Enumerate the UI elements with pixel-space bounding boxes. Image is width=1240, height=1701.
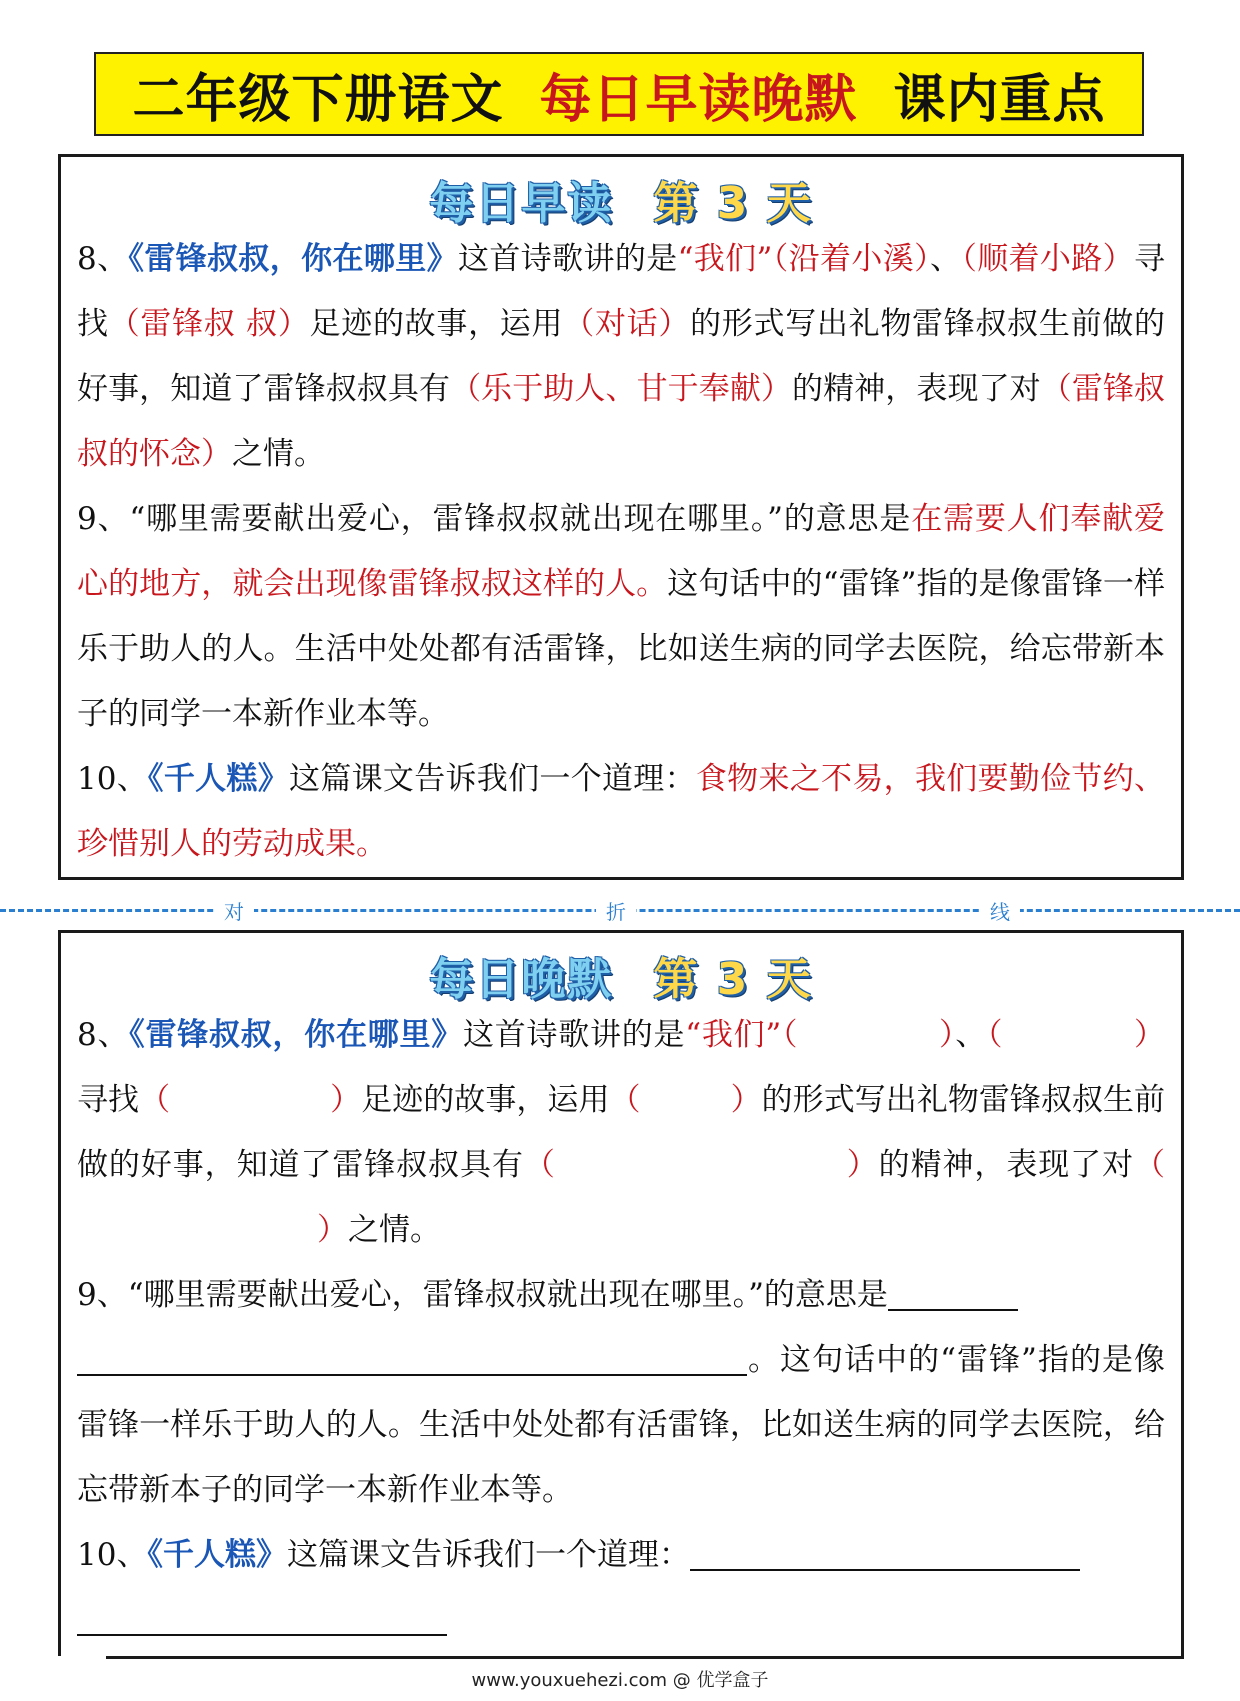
q8-answer-1: （沿着小溪） xyxy=(772,241,930,277)
e-q10-text-1: 这篇课文告诉我们一个道理： xyxy=(286,1537,690,1573)
e-q8-rparen-2: ） xyxy=(1133,1017,1166,1053)
q8-text-7: 之情。 xyxy=(232,436,325,472)
e-q8-lparen-5: （ xyxy=(523,1147,556,1183)
e-q8-rparen-1: ） xyxy=(938,1017,956,1053)
q9-number: 9、 xyxy=(77,501,130,537)
e-q8-rparen-3: ） xyxy=(330,1082,362,1118)
morning-q9 xyxy=(77,487,1165,747)
e-q8-rparen-5: ） xyxy=(845,1147,879,1183)
e-q8-text-1: 这首诗歌讲的是 xyxy=(463,1017,686,1053)
morning-day-label: 第 3 天 xyxy=(653,178,813,229)
e-q8-text-5: 的形式写出礼物雷锋叔叔生前做的好事，知道了雷锋叔叔具有 xyxy=(77,1082,1166,1183)
fold-char-2: 折 xyxy=(596,896,636,925)
e-q8-lparen-6: （ xyxy=(1134,1147,1166,1183)
morning-reading-panel xyxy=(58,154,1184,880)
title-banner xyxy=(94,52,1144,136)
evening-dictation-panel xyxy=(58,930,1184,1656)
q9-answer: 在需要人们奉献爱心的地方，就会出现像雷锋叔叔这样的人。 xyxy=(77,501,1165,602)
evening-body xyxy=(77,1003,1165,1653)
morning-body xyxy=(77,227,1165,877)
evening-heading-label: 每日晚默 xyxy=(429,954,614,1005)
q10-book-title: 《千人糕》 xyxy=(148,761,290,797)
q10-answer: 食物来之不易，我们要勤俭节约、珍惜别人的劳动成果。 xyxy=(77,761,1166,862)
title-grade: 二年级下册语文 xyxy=(132,69,504,130)
e-q10-blank-1[interactable] xyxy=(690,1533,1080,1571)
q9-quote: “哪里需要献出爱心，雷锋叔叔就出现在哪里。”的意思是 xyxy=(129,501,912,537)
e-q8-lparen-1: （ xyxy=(781,1017,799,1053)
evening-q10 xyxy=(77,1523,1165,1653)
e-q9-quote: “哪里需要献出爱心，雷锋叔叔就出现在哪里。”的意思是 xyxy=(127,1277,888,1313)
fold-char-1: 对 xyxy=(214,896,254,925)
e-q8-number: 8、 xyxy=(77,1017,130,1053)
morning-q8 xyxy=(77,227,1165,487)
e-q9-number: 9、 xyxy=(77,1277,128,1313)
q8-number: 8、 xyxy=(77,241,129,277)
q8-answer-4: （对话） xyxy=(563,306,691,342)
e-q9-blank-2[interactable] xyxy=(77,1338,747,1376)
q8-answer-3: （雷锋叔 叔） xyxy=(108,306,310,342)
q10-number: 10、 xyxy=(77,761,149,797)
e-q10-book-title: 《千人糕》 xyxy=(147,1537,287,1573)
e-q8-text-3: 寻找 xyxy=(77,1082,140,1118)
e-q8-text-4: 足迹的故事，运用 xyxy=(361,1082,610,1118)
q8-answer-6: （雷锋叔叔的怀念） xyxy=(77,371,1166,472)
fold-char-3: 线 xyxy=(980,896,1020,925)
title-routine: 每日早读晚默 xyxy=(539,69,858,130)
morning-heading xyxy=(61,167,1181,229)
e-q8-we: “我们” xyxy=(685,1017,782,1053)
q8-text-3: 寻找 xyxy=(77,241,1166,342)
evening-day-label: 第 3 天 xyxy=(653,954,813,1005)
e-q8-book-title: 《雷锋叔叔，你在哪里》 xyxy=(129,1017,464,1053)
q8-text-5: 的形式写出礼物雷锋叔叔生前做的好事，知道了雷锋叔叔具有 xyxy=(77,306,1166,407)
morning-heading-label: 每日早读 xyxy=(429,178,614,229)
q8-text-1: 这首诗歌讲的是 xyxy=(458,241,678,277)
q8-text-6: 的精神，表现了对 xyxy=(792,371,1041,407)
q10-text-1: 这篇课文告诉我们一个道理： xyxy=(289,761,696,797)
q8-text-2: 、 xyxy=(929,241,962,277)
e-q10-blank-2[interactable] xyxy=(77,1598,447,1636)
title-focus: 课内重点 xyxy=(893,69,1106,130)
e-q9-blank-1[interactable] xyxy=(888,1273,1018,1311)
e-q8-text-7: 之情。 xyxy=(348,1212,441,1248)
morning-q10 xyxy=(77,747,1165,877)
e-q8-text-2: 、 xyxy=(955,1017,988,1053)
q8-answer-5: （乐于助人、甘于奉献） xyxy=(450,371,793,407)
e-q8-lparen-4: （ xyxy=(609,1082,641,1118)
evening-q9 xyxy=(77,1263,1165,1523)
q8-book-title: 《雷锋叔叔，你在哪里》 xyxy=(128,241,458,277)
footer: www.youxuehezi.com @ 优学盒子 xyxy=(471,1670,769,1691)
q8-answer-2: （顺着小路） xyxy=(961,241,1135,277)
e-q9-rest: 。这句话中的“雷锋”指的是像雷锋一样乐于助人的人。生活中处处都有活雷锋，比如送生病的同学去医院，给忘带新本子的同学一本新作业本等。 xyxy=(77,1342,1165,1508)
e-q8-rparen-6: ） xyxy=(317,1212,348,1248)
bottom-rule xyxy=(106,1656,1184,1659)
fold-line xyxy=(0,898,1240,922)
q8-text-4: 足迹的故事，运用 xyxy=(309,306,564,342)
evening-heading xyxy=(61,943,1181,1005)
e-q8-text-6: 的精神，表现了对 xyxy=(878,1147,1135,1183)
e-q8-lparen-3: （ xyxy=(139,1082,171,1118)
evening-q8 xyxy=(77,1003,1165,1263)
e-q10-number: 10、 xyxy=(77,1537,148,1573)
e-q8-lparen-2: （ xyxy=(987,1017,1004,1053)
e-q8-rparen-4: ） xyxy=(730,1082,762,1118)
q8-we: “我们” xyxy=(677,241,773,277)
q9-rest: 这句话中的“雷锋”指的是像雷锋一样乐于助人的人。生活中处处都有活雷锋，比如送生病的同学去医院，给忘带新本子的同学一本新作业本等。 xyxy=(77,566,1165,732)
